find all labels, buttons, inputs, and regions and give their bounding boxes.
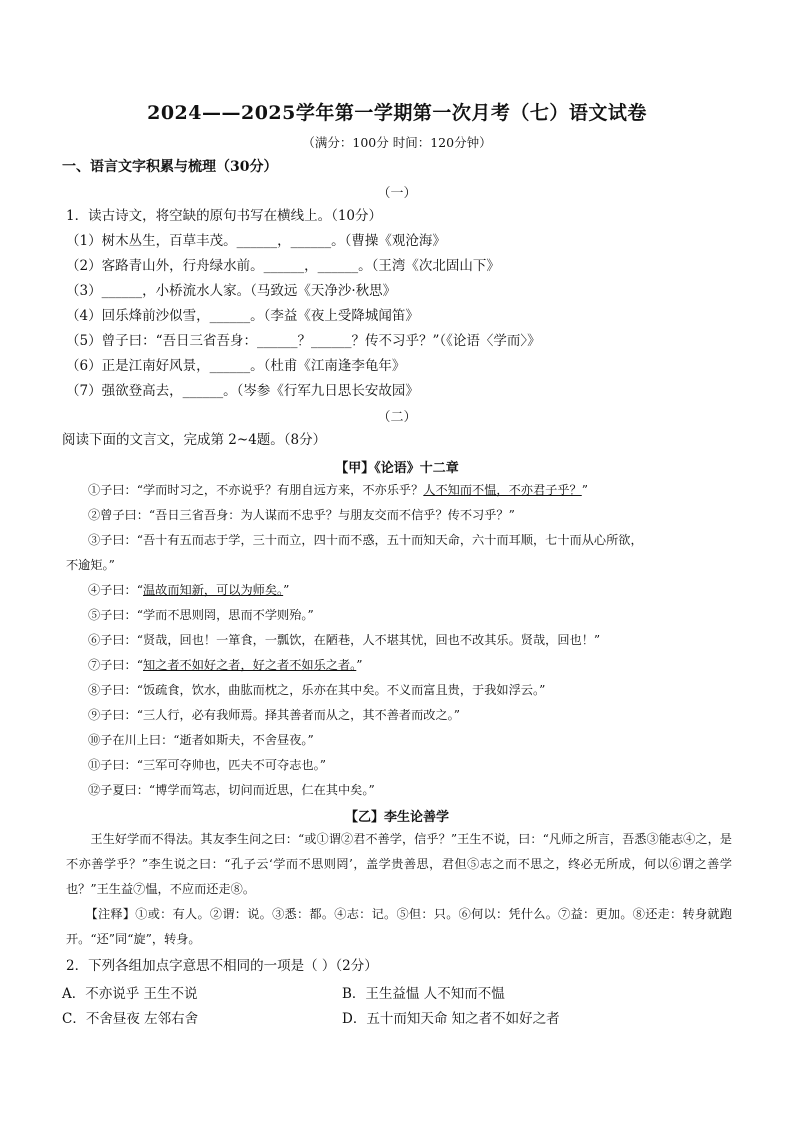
option-a: A．不亦说乎 王生不说 xyxy=(62,986,198,1002)
option-b: B．王生益愠 人不知而不愠 xyxy=(342,986,505,1002)
analects-line: ⑩子在川上曰：“逝者如斯夫，不舍昼夜。” xyxy=(88,733,314,747)
exam-title: 2024——2025学年第一学期第一次月考（七）语文试卷 xyxy=(147,102,647,124)
analects-line: ①子曰：“学而时习之，不亦说乎？有朋自远方来，不亦乐乎？人不知而不愠，不亦君子乎？” xyxy=(88,483,588,497)
text-b-heading: 【乙】李生论善学 xyxy=(344,810,449,825)
q1-item-1: （1）树木丛生，百草丰茂。______，______。（曹操《观沧海》 xyxy=(66,233,446,249)
analects-line: ⑪子曰：“三军可夺帅也，匹夫不可夺志也。” xyxy=(88,758,326,772)
q1-item-2: （2）客路青山外，行舟绿水前。______，______。（王湾《次北固山下》 xyxy=(66,258,500,274)
q1-item-3: （3）______，小桥流水人家。（马致远《天净沙·秋思》 xyxy=(66,283,397,299)
text-b-body: 王生好学而不得法。其友李生问之曰：“或①谓②君不善学，信乎？”王生不说，曰：“凡师之所言，吾悉③能志④之，是不亦善学乎？”李生说之曰：“孔子云‘学而不思则罔’，盖学贵善思，君但⑤志之而不思之，终必无所成，何以⑥谓之善学也？”王生益⑦愠，不应而还走⑧。 xyxy=(66,832,732,896)
section-heading: 一、语言文字积累与梳理（30分） xyxy=(62,159,278,175)
exam-subtitle: （满分：100分 时间：120分钟） xyxy=(302,135,492,150)
analects-line: ③子曰：“吾十有五而志于学，三十而立，四十而不惑，五十而知天命，六十而耳顺，七十而从心所欲， xyxy=(88,533,643,547)
analects-line: ⑫子夏曰：“博学而笃志，切问而近思，仁在其中矣。” xyxy=(88,783,375,797)
option-d: D．五十而知天命 知之者不如好之者 xyxy=(342,1011,560,1027)
q1-item-6: （6）正是江南好风景，______。（杜甫《江南逢李龟年》 xyxy=(66,358,406,374)
question-2-stem: 2．下列各组加点字意思不相同的一项是（ ）（2分） xyxy=(66,958,378,974)
analects-line: ②曾子曰：“吾日三省吾身：为人谋而不忠乎？与朋友交而不信乎？传不习乎？” xyxy=(88,508,515,522)
option-c: C．不舍昼夜 左邻右舍 xyxy=(62,1011,199,1027)
analects-line: ⑤子曰：“学而不思则罔，思而不学则殆。” xyxy=(88,608,314,622)
text-a-heading: 【甲】《论语》十二章 xyxy=(335,461,459,476)
analects-line: ⑧子曰：“饭疏食，饮水，曲肱而枕之，乐亦在其中矣。不义而富且贵，于我如浮云。” xyxy=(88,683,546,697)
part-two-marker: （二） xyxy=(377,410,417,425)
q1-item-5: （5）曾子曰：“吾日三省吾身：______？______？传不习乎？”（《论语〈学而〉》 xyxy=(66,333,541,349)
analects-line: ④子曰：“温故而知新，可以为师矣。” xyxy=(88,583,290,597)
analects-line: 不逾矩。” xyxy=(66,558,115,572)
reading-intro: 阅读下面的文言文，完成第 2~4题。（8分） xyxy=(62,432,327,448)
text-b-notes: 【注释】①或：有人。②谓：说。③悉：都。④志：记。⑤但：只。⑥何以：凭什么。⑦益：更加。⑧还走：转身就跑开。“还”同“旋”，转身。 xyxy=(66,907,732,946)
q1-item-4: （4）回乐烽前沙似雪，______。（李益《夜上受降城闻笛》 xyxy=(66,308,419,324)
analects-line: ⑦子曰：“知之者不如好之者，好之者不如乐之者。” xyxy=(88,658,363,672)
part-one-marker: （一） xyxy=(377,186,417,201)
question-1-stem: 1．读古诗文，将空缺的原句书写在横线上。（10分） xyxy=(66,208,383,224)
analects-line: ⑥子曰：“贤哉，回也！一箪食，一瓢饮，在陋巷，人不堪其忧，回也不改其乐。贤哉，回也！” xyxy=(88,633,601,647)
analects-line: ⑨子曰：“三人行，必有我师焉。择其善者而从之，其不善者而改之。” xyxy=(88,708,460,722)
q1-item-7: （7）强欲登高去，______。（岑参《行军九日思长安故园》 xyxy=(66,383,419,399)
